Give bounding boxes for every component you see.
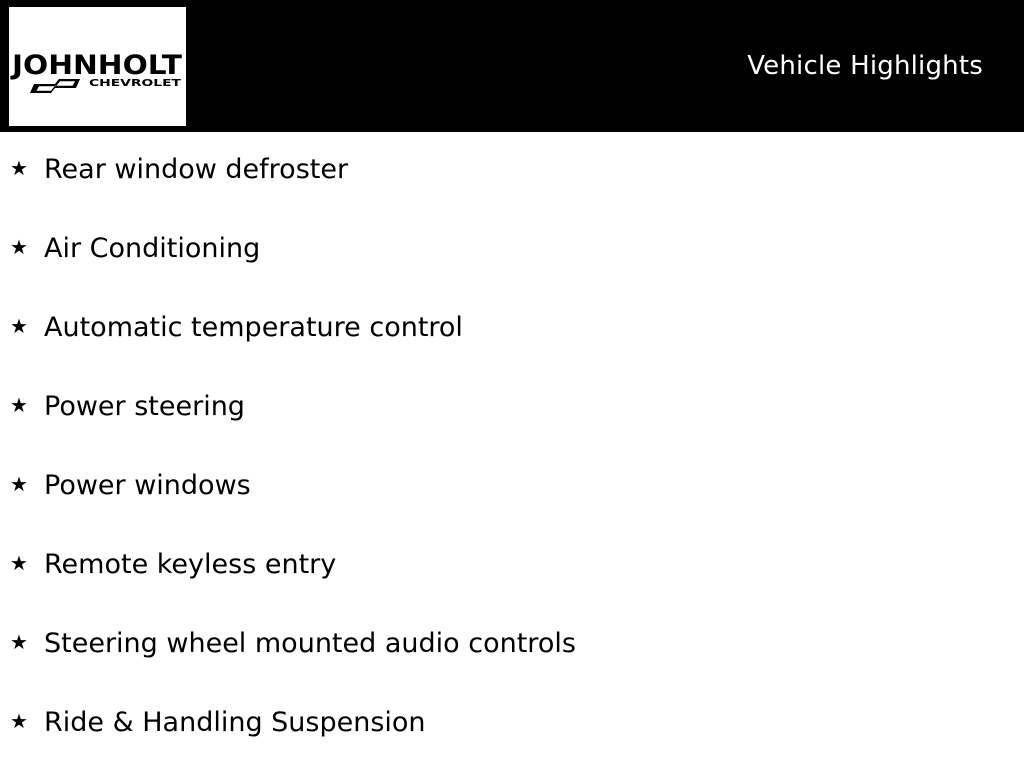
list-item: [0, 132, 1024, 211]
highlights-list: [0, 132, 1024, 764]
highlight-label: Power windows: [44, 470, 251, 501]
star-icon: ★: [10, 551, 28, 575]
star-icon: ★: [10, 630, 28, 654]
list-item: [0, 369, 1024, 448]
list-item: [0, 211, 1024, 290]
list-item: [0, 527, 1024, 606]
list-item: [0, 606, 1024, 685]
dealer-logo: [9, 7, 186, 126]
chevrolet-bowtie-icon: [30, 79, 80, 93]
star-icon: ★: [10, 472, 28, 496]
highlight-label: Air Conditioning: [44, 233, 261, 264]
highlight-label: Rear window defroster: [44, 154, 349, 185]
list-item: [0, 448, 1024, 527]
logo-wordmark: JOHNHOLT: [9, 50, 183, 81]
star-icon: ★: [10, 235, 28, 259]
star-icon: ★: [10, 156, 28, 180]
highlight-label: Steering wheel mounted audio controls: [44, 628, 576, 659]
page-title: Vehicle Highlights: [747, 51, 983, 81]
star-icon: ★: [10, 314, 28, 338]
highlight-label: Automatic temperature control: [44, 312, 463, 343]
logo-graphic: [9, 7, 186, 126]
highlight-label: Ride & Handling Suspension: [44, 707, 426, 738]
highlight-label: Remote keyless entry: [44, 549, 337, 580]
logo-subtitle: CHEVROLET: [89, 78, 182, 89]
highlight-label: Power steering: [44, 391, 245, 422]
list-item: [0, 290, 1024, 369]
list-item: [0, 685, 1024, 764]
header-bar: [0, 0, 1024, 132]
star-icon: ★: [10, 393, 28, 417]
star-icon: ★: [10, 709, 28, 733]
